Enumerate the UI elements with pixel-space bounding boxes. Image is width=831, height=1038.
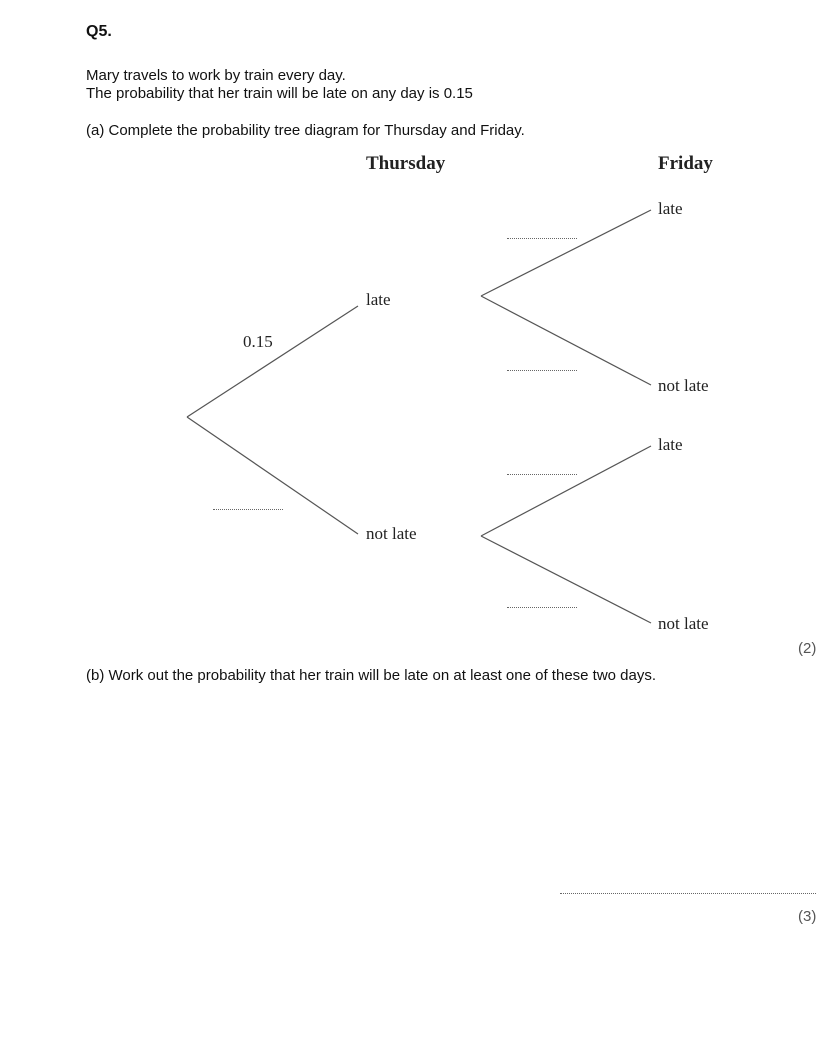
friday-lower-not-late-label: not late [658,614,709,633]
friday-upper-late-probability-blank[interactable] [507,238,577,239]
heading-thursday: Thursday [366,153,446,174]
part-a-text: (a) Complete the probability tree diagram for Thursday and Friday. [86,122,525,139]
friday-lower-not-late-probability-blank[interactable] [507,607,577,608]
branch-friday-lower-late [481,446,651,536]
intro-line-1: Mary travels to work by train every day. [86,67,346,84]
thursday-not-late-label: not late [366,524,417,543]
heading-friday: Friday [658,153,713,174]
part-a-marks: (2) [798,640,817,657]
friday-lower-late-label: late [658,435,683,454]
friday-lower-late-probability-blank[interactable] [507,474,577,475]
part-b-marks: (3) [798,908,817,925]
branch-thursday-not-late [187,417,358,534]
friday-upper-not-late-probability-blank[interactable] [507,370,577,371]
branch-friday-upper-not-late [481,296,651,385]
branch-thursday-late [187,306,358,417]
part-b-text: (b) Work out the probability that her train will be late on at least one of these two days. [86,667,657,684]
part-b-answer-line[interactable] [560,893,816,894]
friday-upper-not-late-label: not late [658,376,709,395]
thursday-not-late-probability-blank[interactable] [213,509,283,510]
branch-friday-upper-late [481,210,651,296]
friday-upper-late-label: late [658,199,683,218]
thursday-late-label: late [366,290,391,309]
intro-line-2: The probability that her train will be late on any day is 0.15 [86,85,473,102]
thursday-late-probability: 0.15 [243,332,273,351]
branch-friday-lower-not-late [481,536,651,623]
question-number: Q5. [86,23,112,40]
